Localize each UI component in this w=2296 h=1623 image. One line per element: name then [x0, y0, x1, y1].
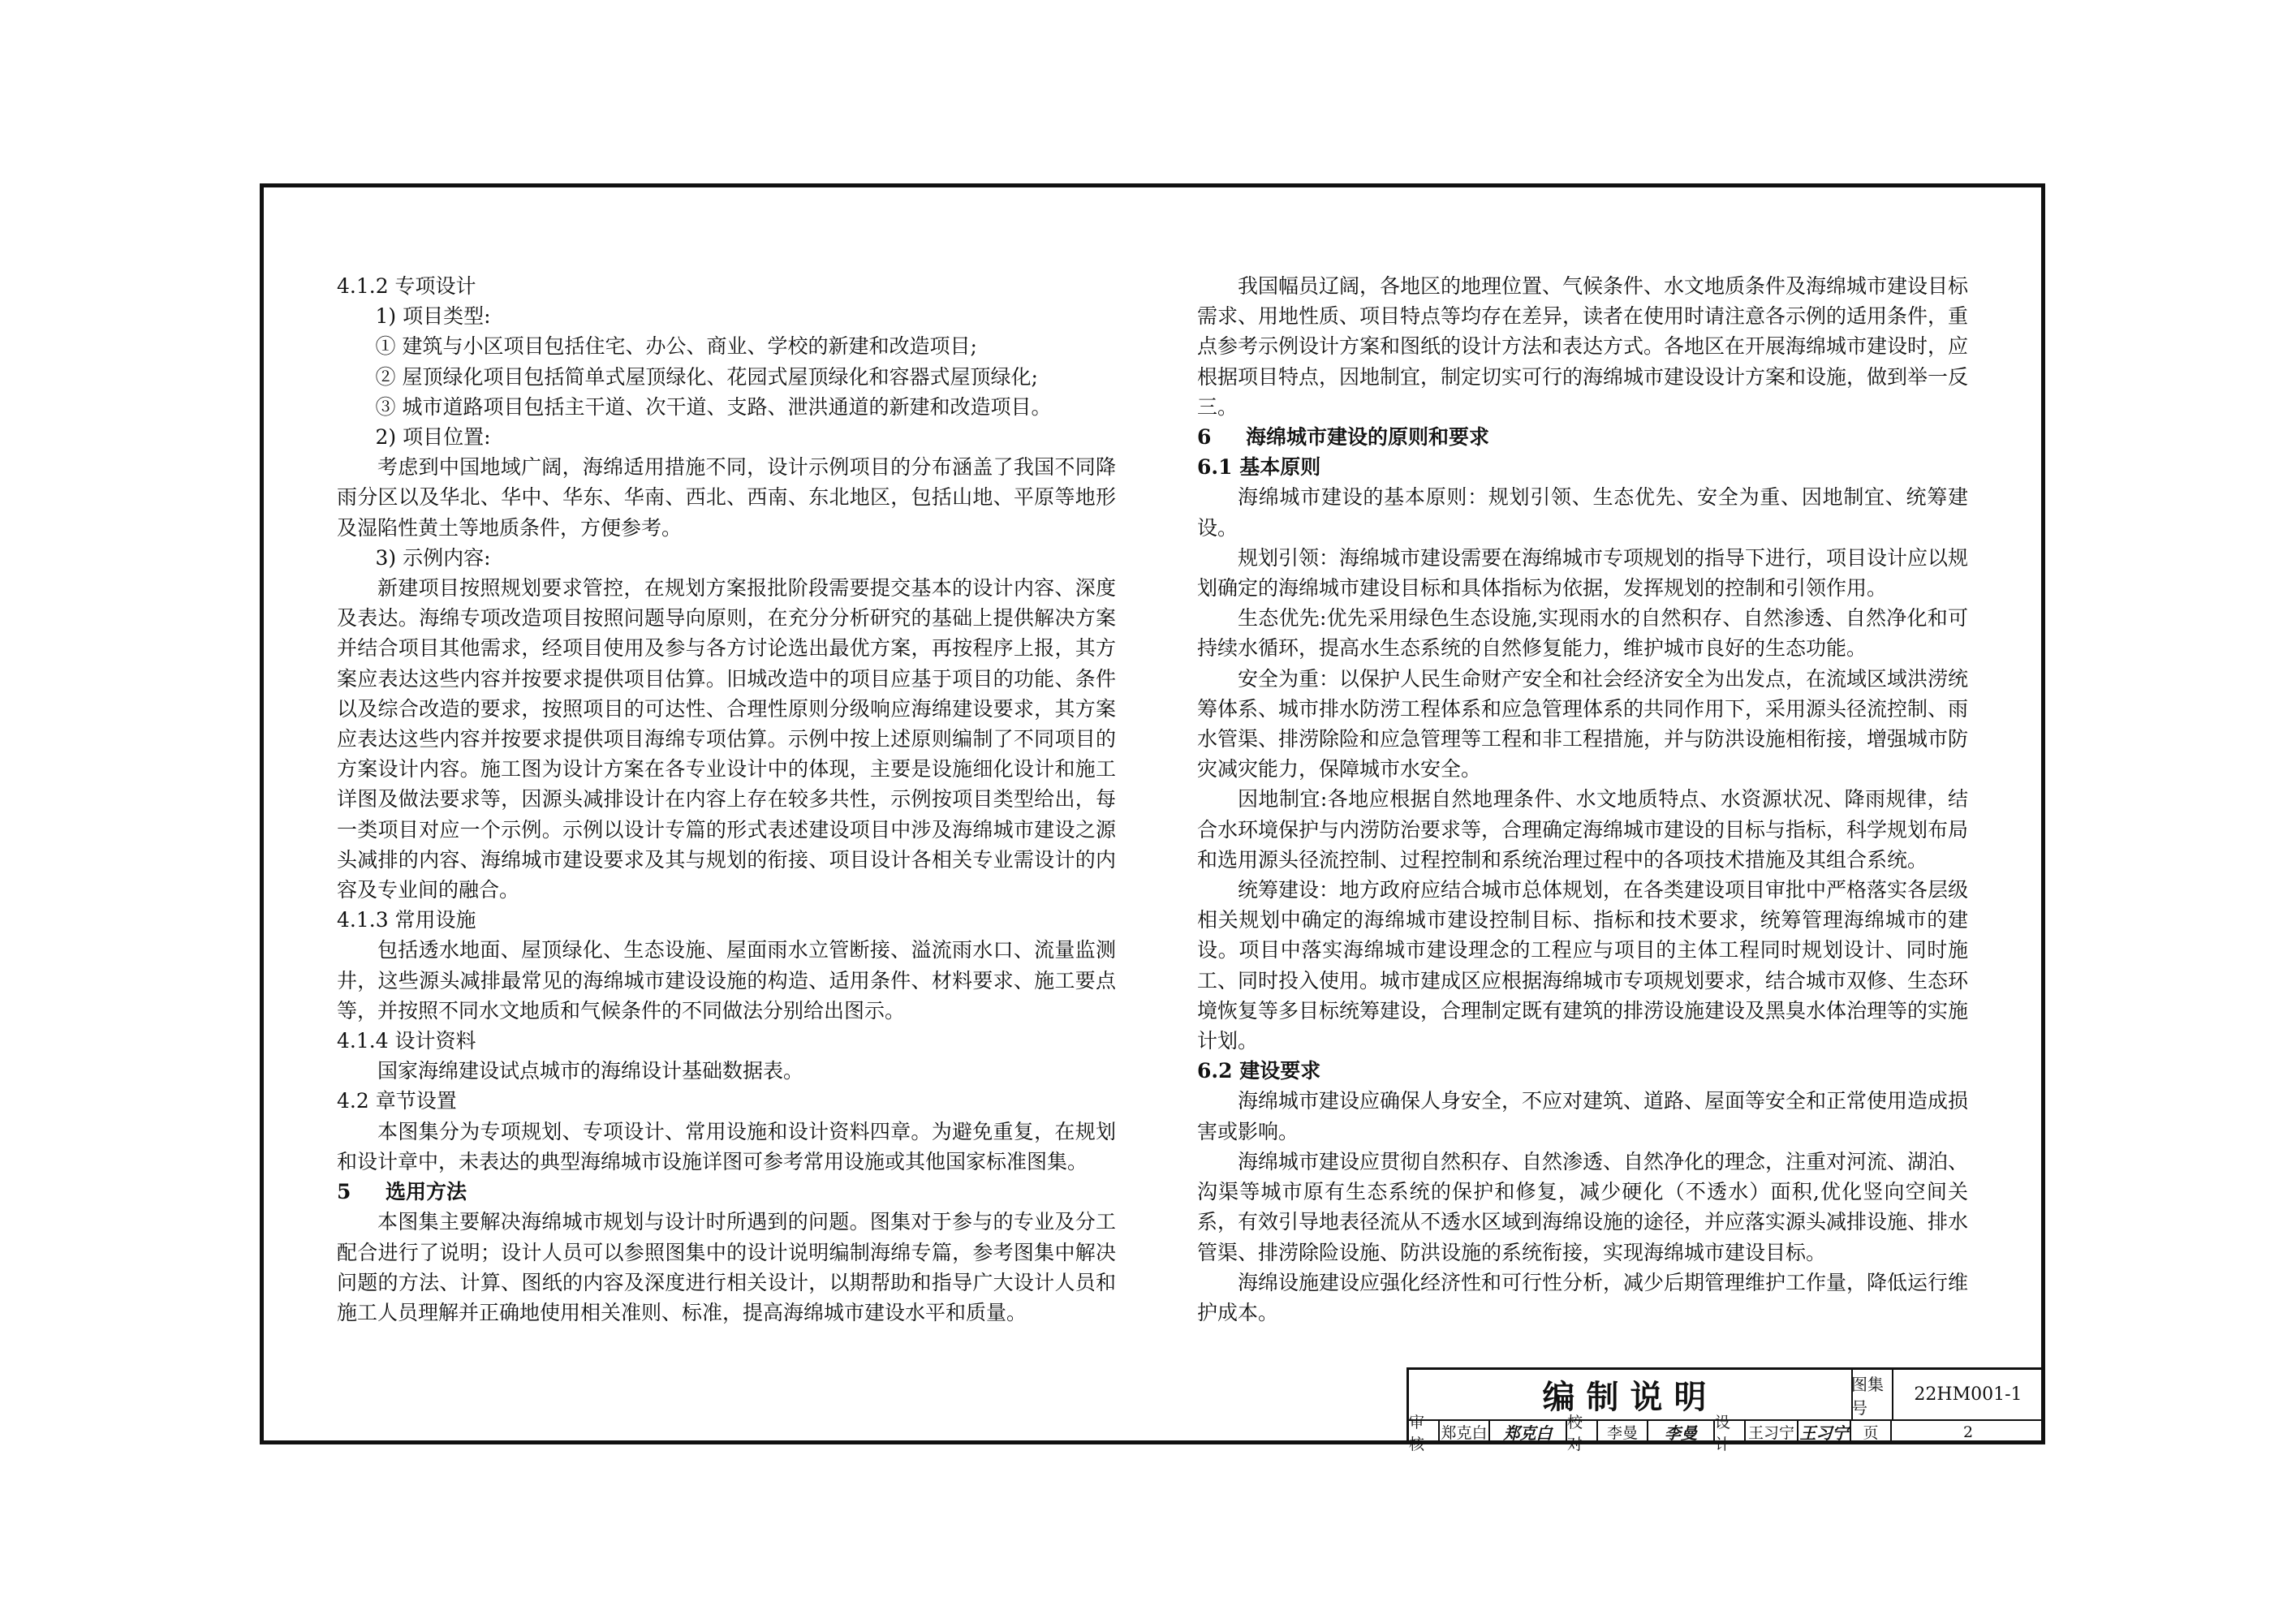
- heading-6-number: 6: [1197, 425, 1212, 450]
- checker-signature: 李曼: [1648, 1419, 1715, 1444]
- heading-6-1: 6.1 基本原则: [1197, 455, 1321, 480]
- project-location-text: 考虑到中国地域广阔，海绵适用措施不同，设计示例项目的分布涵盖了我国不同降雨分区以及华北、华中、华东、华南、西北、西南、东北地区，包括山地、平原等地形及湿陷性黄土等地质条件，方便参考。: [337, 455, 1116, 540]
- checker-name: 李曼: [1598, 1419, 1648, 1444]
- basic-principles-text: 海绵城市建设的基本原则：规划引领、生态优先、安全为重、因地制宜、统筹建设。: [1197, 485, 1968, 540]
- safety-first-text: 安全为重：以保护人民生命财产安全和社会经济安全为出发点，在流域区域洪涝统筹体系、城市排水防涝工程体系和应急管理体系的共同作用下，采用源头径流控制、雨水管渠、排涝除险和应急管理等工程和非工程措施，并与防洪设施相衔接，增强城市防灾减灾能力，保障城市水安全。: [1197, 666, 1969, 781]
- requirement-text-3: 海绵设施建设应强化经济性和可行性分析，减少后期管理维护工作量，降低运行维护成本。: [1197, 1270, 1969, 1324]
- designer-name: 王习宁: [1746, 1419, 1798, 1444]
- example-content-label: 3) 示例内容:: [375, 545, 491, 570]
- project-type-item-1: ① 建筑与小区项目包括住宅、办公、商业、学校的新建和改造项目;: [375, 334, 977, 359]
- heading-6-2: 6.2 建设要求: [1197, 1059, 1321, 1083]
- project-type-label: 1) 项目类型:: [375, 304, 491, 329]
- title-block-row-bottom: [1409, 1413, 2045, 1453]
- example-content-text: 新建项目按照规划要求管控，在规划方案报批阶段需要提交基本的设计内容、深度及表达。海绵专项改造项目按照问题导向原则，在充分分析研究的基础上提供解决方案并结合项目其他需求，经项目使用及参与各方讨论选出最优方案，再按程序上报，其方案应表达这些内容并按要求提供项目估算。旧城改造中的项目应基于项目的功能、条件以及综合改造的要求，按照项目的可达性、合理性原则分级响应海绵建设要求，其方案应表达这些内容并按要求提供项目海绵专项估算。示例中按上述原则编制了不同项目的方案设计内容。施工图为设计方案在各专业设计中的体现，主要是设施细化设计和施工详图及做法要求等，因源头减排设计在内容上存在较多共性，示例按项目类型给出，每一类项目对应一个示例。示例以设计专篇的形式表述建设项目中涉及海绵城市建设之源头减排的内容、海绵城市建设要求及其与规划的衔接、项目设计各相关专业需设计的内容及专业间的融合。: [337, 576, 1116, 902]
- atlas-number: 22HM001-1: [1914, 1384, 2022, 1405]
- heading-4-1-2: 4.1.2 专项设计: [337, 274, 476, 298]
- selection-method-text: 本图集主要解决海绵城市规划与设计时所遇到的问题。图集对于参与的专业及分工配合进行了说明；设计人员可以参照图集中的设计说明编制海绵专篇，参考图集中解决问题的方法、计算、图纸的内容及深度进行相关设计，以期帮助和指导广大设计人员和施工人员理解并正确地使用相关准则、标准，提高海绵城市建设水平和质量。: [337, 1210, 1116, 1324]
- atlas-number-label: 图集号: [1851, 1370, 1893, 1419]
- heading-4-1-4: 4.1.4 设计资料: [337, 1029, 476, 1053]
- right-column: [1197, 271, 1968, 1328]
- project-location-label: 2) 项目位置:: [375, 425, 491, 450]
- left-column: [337, 271, 1116, 1328]
- heading-4-2: 4.2 章节设置: [337, 1089, 457, 1113]
- ecology-priority-text: 生态优先:优先采用绿色生态设施,实现雨水的自然积存、自然渗透、自然净化和可持续水循环，提高水生态系统的自然修复能力，维护城市良好的生态功能。: [1197, 606, 1968, 661]
- chapter-setup-text: 本图集分为专项规划、专项设计、常用设施和设计资料四章。为避免重复，在规划和设计章中，未表达的典型海绵城市设施详图可参考常用设施或其他国家标准图集。: [337, 1119, 1116, 1173]
- page-label: 页: [1851, 1419, 1892, 1444]
- common-facilities-text: 包括透水地面、屋顶绿化、生态设施、屋面雨水立管断接、溢流雨水口、流量监测井，这些源头减排最常见的海绵城市建设设施的构造、适用条件、材料要求、施工要点等，并按照不同水文地质和气候条件的不同做法分别给出图示。: [337, 938, 1116, 1022]
- reviewer-name: 郑克白: [1440, 1419, 1490, 1444]
- planning-guidance-text: 规划引领：海绵城市建设需要在海绵城市专项规划的指导下进行，项目设计应以规划确定的海绵城市建设目标和具体指标为依据，发挥规划的控制和引领作用。: [1197, 545, 1969, 601]
- check-label: 校对: [1567, 1419, 1598, 1444]
- review-label: 审核: [1409, 1419, 1440, 1444]
- designer-signature: 王习宁: [1798, 1419, 1851, 1444]
- intro-paragraph: 我国幅员辽阔，各地区的地理位置、气候条件、水文地质条件及海绵城市建设目标需求、用地性质、项目特点等均存在差异，读者在使用时请注意各示例的适用条件，重点参考示例设计方案和图纸的设计方法和表达方式。各地区在开展海绵城市建设时，应根据项目特点，因地制宜，制定切实可行的海绵城市建设设计方案和设施，做到举一反三。: [1197, 274, 1969, 419]
- heading-5-text: 选用方法: [386, 1180, 467, 1204]
- page-number: 2: [1962, 1423, 1974, 1441]
- project-type-item-3: ③ 城市道路项目包括主干道、次干道、支路、泄洪通道的新建和改造项目。: [375, 394, 1052, 419]
- heading-5: [337, 1177, 1116, 1207]
- coordinated-construction-text: 统筹建设：地方政府应结合城市总体规划，在各类建设项目审批中严格落实各层级相关规划中确定的海绵城市建设控制目标、指标和技术要求，统筹管理海绵城市的建设。项目中落实海绵城市建设理念的工程应与项目的主体工程同时规划设计、同时施工、同时投入使用。城市建成区应根据海绵城市专项规划要求，结合城市双修、生态环境恢复等多目标统筹建设，合理制定既有建筑的排涝设施建设及黑臭水体治理等的实施计划。: [1197, 878, 1969, 1053]
- local-conditions-text: 因地制宜:各地应根据自然地理条件、水文地质特点、水资源状况、降雨规律，结合水环境保护与内涝防治要求等，合理确定海绵城市建设的目标与指标，科学规划布局和选用源头径流控制、过程控制和系统治理过程中的各项技术措施及其组合系统。: [1197, 787, 1969, 872]
- project-type-item-2: ② 屋顶绿化项目包括简单式屋顶绿化、花园式屋顶绿化和容器式屋顶绿化;: [375, 364, 1038, 389]
- title-block: [1406, 1367, 2045, 1453]
- requirement-text-1: 海绵城市建设应确保人身安全，不应对建筑、道路、屋面等安全和正常使用造成损害或影响。: [1197, 1089, 1969, 1143]
- heading-4-1-3: 4.1.3 常用设施: [337, 908, 476, 932]
- reviewer-signature: 郑克白: [1490, 1419, 1567, 1444]
- drawing-title: 编制说明: [1409, 1370, 1853, 1419]
- heading-6: [1197, 422, 1968, 452]
- heading-6-text: 海绵城市建设的原则和要求: [1246, 425, 1490, 450]
- heading-5-number: 5: [337, 1180, 351, 1204]
- design-data-text: 国家海绵建设试点城市的海绵设计基础数据表。: [377, 1059, 804, 1083]
- requirement-text-2: 海绵城市建设应贯彻自然积存、自然渗透、自然净化的理念，注重对河流、湖泊、沟渠等城市原有生态系统的保护和修复，减少硬化（不透水）面积,优化竖向空间关系，有效引导地表径流从不透水区域到海绵设施的途径，并应落实源头减排设施、排水管渠、排涝除险设施、防洪设施的系统衔接，实现海绵城市建设目标。: [1197, 1149, 1969, 1264]
- design-label: 设计: [1715, 1419, 1746, 1444]
